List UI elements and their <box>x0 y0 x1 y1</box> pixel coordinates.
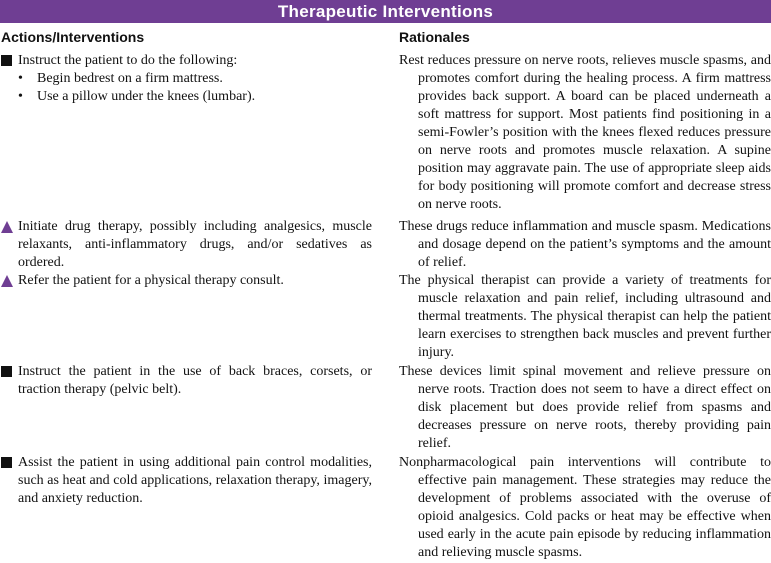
action-text: Refer the patient for a physical therapy consult. <box>18 273 284 288</box>
action-text: Assist the patient in using additional pain control modalities, such as heat and cold applications, relaxation therapy, imagery, and anxiety reduction. <box>18 455 372 506</box>
sub-list <box>0 70 372 106</box>
square-bullet-icon <box>1 363 17 383</box>
square-bullet-icon <box>1 454 17 474</box>
dot-bullet-icon: • <box>18 89 23 104</box>
list-item: • Use a pillow under the knees (lumbar). <box>18 89 256 104</box>
rationale-cell: The physical therapist can provide a variety of treatments for muscle relaxation and pain relief, including ultrasound and thermal treatments. The physical therapist can help the patient learn exercises to strengthen back muscles and prevent further injury. <box>399 273 771 360</box>
action-text: Instruct the patient in the use of back braces, corsets, or traction therapy (pelvic belt). <box>18 364 372 397</box>
section-banner <box>0 0 771 23</box>
banner-title: Therapeutic Interventions <box>277 2 494 21</box>
triangle-bullet-icon <box>1 218 17 239</box>
action-cell <box>0 272 372 290</box>
action-cell <box>0 218 372 272</box>
actions-header: Actions/Interventions <box>1 29 145 45</box>
action-text: Instruct the patient to do the following: <box>18 53 238 68</box>
rationale-cell: These drugs reduce inflammation and muscle spasm. Medications and dosage depend on the patient’s symptoms and the amount of relief. <box>399 219 771 270</box>
list-item: • Begin bedrest on a firm mattress. <box>18 71 223 86</box>
rationales-header: Rationales <box>399 29 470 45</box>
column-headers <box>0 23 771 47</box>
rationale-cell: These devices limit spinal movement and relieve pressure on nerve roots. Traction does not seem to have a direct effect on disk placement but does provide relief from spasms and decreases pressure on nerve roots, thereby providing pain relief. <box>399 364 771 451</box>
rationale-cell: Nonpharmacological pain interventions will contribute to effective pain management. These strategies may reduce the development of problems associated with the overuse of opioid analgesics. Cold packs or heat may be effective when used early in the acute pain episode by reducing inflammation and relieving muscle spasms. <box>399 455 771 560</box>
action-text: Initiate drug therapy, possibly including analgesics, muscle relaxants, anti-inflammatory drugs, and/or sedatives as ordered. <box>18 219 372 270</box>
dot-bullet-icon: • <box>18 71 23 86</box>
action-cell <box>0 363 372 399</box>
triangle-bullet-icon <box>1 272 17 293</box>
action-cell <box>0 454 372 508</box>
square-bullet-icon <box>1 52 17 72</box>
rationale-cell: Rest reduces pressure on nerve roots, relieves muscle spasms, and promotes comfort during the healing process. A firm mattress provides back support. A board can be placed underneath a soft mattress for support. Most patients find positioning in a semi-Fowler’s position with the knees flexed reduces pressure on nerve roots and promotes muscle relaxation. A supine position may aggravate pain. The use of appropriate sleep aids for body positioning will promote comfort and decrease stress on nerve roots. <box>399 53 771 212</box>
action-cell <box>0 52 372 106</box>
